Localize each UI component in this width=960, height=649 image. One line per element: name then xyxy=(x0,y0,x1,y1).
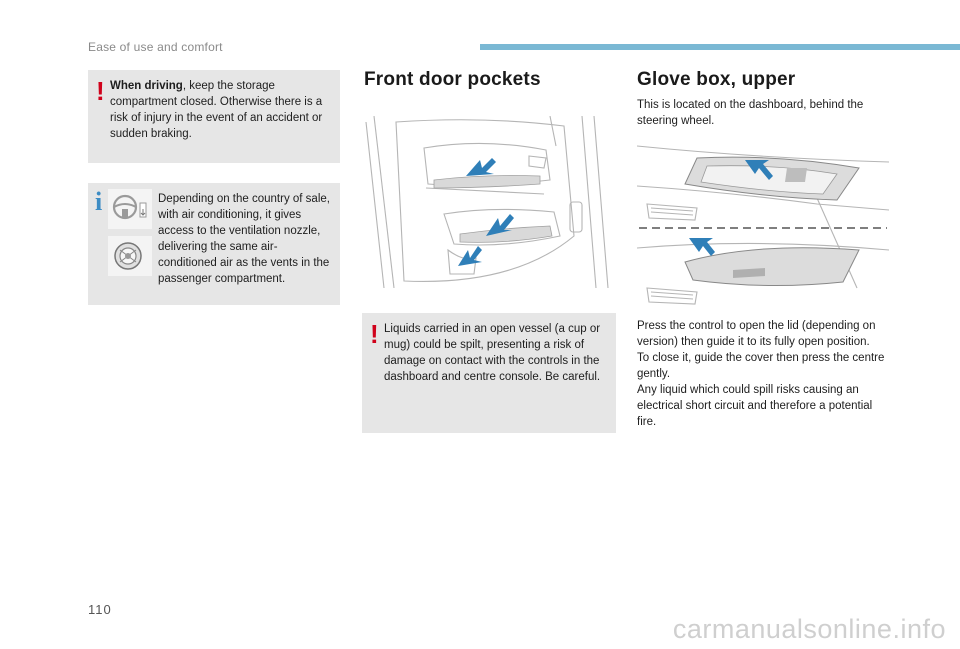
front-door-pockets-title: Front door pockets xyxy=(364,69,541,90)
section-title: Ease of use and comfort xyxy=(88,40,223,54)
ventilation-info-text: Depending on the country of sale, with air conditioning, it gives access to the ventilation nozzle, delivering the same air-conditioned air as the vents in the passenger compartment. xyxy=(158,193,330,285)
liquids-warning-text: Liquids carried in an open vessel (a cup or mug) could be spilt, presenting a risk of damage on contact with the controls in the dashboard and centre console. Be careful. xyxy=(384,323,601,383)
exclamation-warning-icon: ! xyxy=(370,319,379,349)
driving-warning-box xyxy=(88,70,340,163)
page-number: 110 xyxy=(88,602,112,617)
glove-box-instruction-close: To close it, guide the cover then press the centre gently. xyxy=(637,352,885,380)
ventilation-info-box xyxy=(88,183,340,305)
driving-warning-lead: When driving xyxy=(110,80,183,92)
driving-warning-body: , keep the storage compartment closed. Otherwise there is a risk of injury in the event of an accident or sudden braking. xyxy=(110,80,323,140)
glove-box-intro: This is located on the dashboard, behind the steering wheel. xyxy=(637,99,864,127)
glove-box-instructions xyxy=(637,318,889,430)
watermark: carmanualsonline.info xyxy=(672,614,946,644)
driving-warning-text xyxy=(110,78,336,142)
liquids-warning-box xyxy=(362,313,616,433)
door-pocket-arrow-upper xyxy=(466,158,496,176)
door-pocket-illustration xyxy=(364,116,616,288)
header-accent-bar xyxy=(480,44,960,50)
glove-box-illustration xyxy=(637,138,889,310)
exclamation-warning-icon: ! xyxy=(96,76,105,106)
glove-box-instruction-open: Press the control to open the lid (depending on version) then guide it to its fully open position. xyxy=(637,320,876,348)
info-icon: i xyxy=(95,187,103,216)
ventilation-nozzle-icon xyxy=(108,236,152,276)
glove-box-instruction-liquid-warning: Any liquid which could spill risks causing an electrical short circuit and therefore a potential fire. xyxy=(637,384,873,428)
glove-box-upper-title: Glove box, upper xyxy=(637,69,796,90)
glove-box-arrow-lower xyxy=(689,238,715,256)
door-pocket-arrow-lower xyxy=(458,246,482,266)
steering-wheel-icon xyxy=(108,189,152,229)
